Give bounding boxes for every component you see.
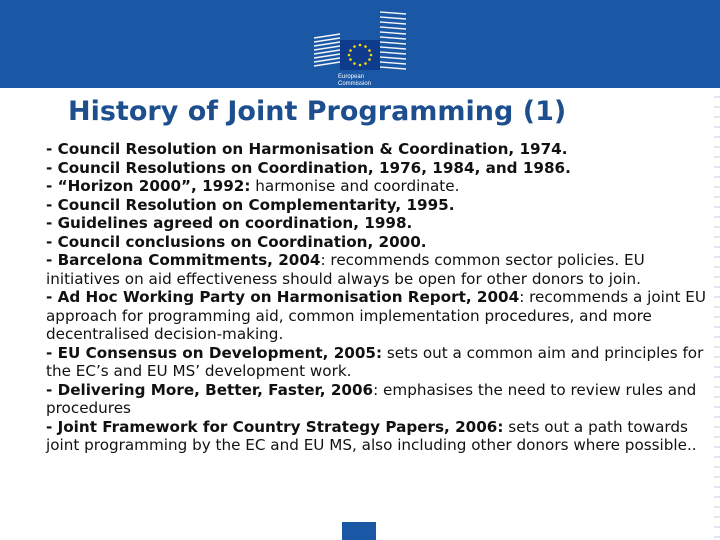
list-item: [46, 418, 716, 455]
item-heading: - Delivering More, Better, Faster, 2006: [46, 380, 374, 399]
list-item: [46, 159, 716, 178]
item-heading: - Barcelona Commitments, 2004: [46, 251, 321, 269]
item-text: : recommends a joint EU approach for programming aid, common implementation procedures, and more decentralised decision-making.: [46, 288, 706, 343]
list-item: [46, 196, 716, 215]
item-heading: - Council Resolution on Complementarity, 1995.: [46, 195, 455, 214]
right-edge-decoration: [714, 88, 720, 540]
history-list: [46, 140, 716, 455]
logo-caption-line1: European: [338, 74, 365, 80]
item-heading: - Joint Framework for Country Strategy Papers, 2006:: [46, 417, 504, 436]
list-item: [46, 381, 716, 418]
list-item: [46, 251, 716, 288]
item-heading: - “Horizon 2000”, 1992:: [46, 177, 251, 195]
header-band: [0, 0, 720, 88]
item-heading: - EU Consensus on Development, 2005:: [46, 343, 383, 362]
item-heading: - Ad Hoc Working Party on Harmonisation Report, 2004: [46, 288, 520, 306]
slide-title: History of Joint Programming (1): [68, 96, 567, 127]
logo-caption-line2: Commission: [338, 81, 372, 87]
item-heading: - Council conclusions on Coordination, 2000.: [46, 232, 427, 251]
list-item: [46, 288, 716, 344]
logo-caption: [338, 74, 398, 88]
list-item: [46, 344, 716, 381]
item-text: sets out a path towards joint programming by the EC and EU MS, also including other donors where possible..: [46, 417, 697, 454]
list-item: [46, 233, 716, 252]
item-heading: - Council Resolutions on Coordination, 1976, 1984, and 1986.: [46, 158, 571, 177]
item-text: sets out a common aim and principles for the EC’s and EU MS’ development work.: [46, 343, 704, 380]
item-text: harmonise and coordinate.: [250, 177, 460, 195]
item-heading: - Council Resolution on Harmonisation & Coordination, 1974.: [46, 140, 568, 158]
item-text: : recommends common sector policies. EU initiatives on aid effectiveness should always be open for other donors to join.: [46, 251, 645, 288]
footer-blue-square: [342, 522, 376, 540]
list-item: [46, 140, 716, 159]
item-heading: - Guidelines agreed on coordination, 1998.: [46, 214, 413, 232]
list-item: [46, 177, 716, 196]
list-item: [46, 214, 716, 233]
item-text: : emphasises the need to review rules and procedures: [46, 380, 697, 417]
